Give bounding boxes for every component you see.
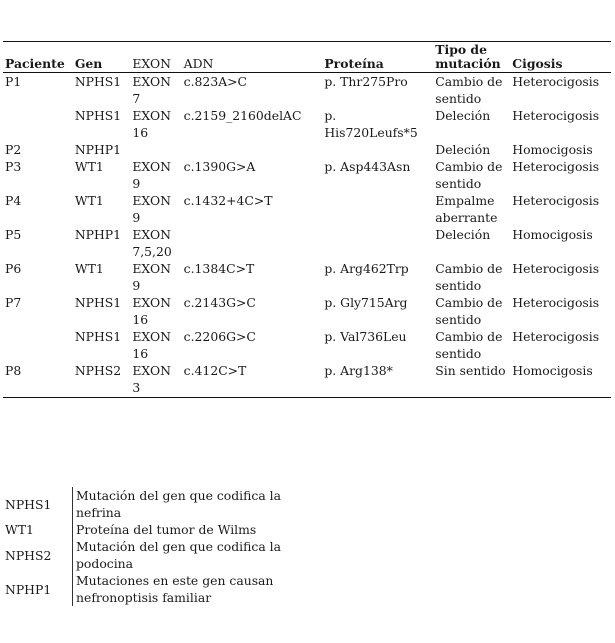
cell-paciente: P8 bbox=[3, 362, 73, 398]
cell-gen: NPHS1 bbox=[74, 74, 122, 89]
cell-adn: c.2206G>C bbox=[183, 329, 256, 344]
cell-proteina: p. Gly715Arg bbox=[324, 295, 408, 310]
cell-paciente bbox=[3, 328, 73, 362]
header-proteina: Proteína bbox=[322, 42, 433, 73]
cell-proteina: p. Arg462Trp bbox=[324, 261, 409, 276]
table-row bbox=[3, 294, 611, 328]
cell-proteina bbox=[322, 226, 433, 260]
cell-adn: c.1390G>A bbox=[183, 159, 256, 174]
header-tipo: Tipo de mutación bbox=[433, 42, 510, 73]
cell-adn: c.1384C>T bbox=[183, 261, 255, 276]
legend-description: Proteína del tumor de Wilms bbox=[76, 522, 257, 537]
cell-exon: EXON 7,5,20 bbox=[132, 227, 172, 259]
cell-tipo: Deleción bbox=[435, 227, 491, 242]
cell-proteina: p. Asp443Asn bbox=[324, 159, 411, 174]
cell-exon: EXON 16 bbox=[132, 295, 171, 327]
cell-tipo: Cambio de sentido bbox=[435, 295, 503, 327]
cell-gen: WT1 bbox=[74, 159, 104, 174]
cell-tipo: Sin sentido bbox=[433, 362, 510, 398]
cell-tipo: Deleción bbox=[435, 142, 491, 157]
table-row bbox=[3, 73, 611, 108]
cell-exon: EXON 9 bbox=[132, 261, 171, 293]
cell-exon: EXON 16 bbox=[132, 329, 171, 361]
cell-exon: EXON 16 bbox=[132, 108, 171, 140]
cell-cigosis: Heterocigosis bbox=[512, 261, 600, 276]
legend-description: Mutaciones en este gen causan nefronoptisis familiar bbox=[76, 573, 274, 605]
cell-exon: EXON 9 bbox=[132, 159, 171, 191]
cell-cigosis: Heterocigosis bbox=[512, 74, 600, 89]
table-row bbox=[3, 260, 611, 294]
cell-gen: WT1 bbox=[74, 261, 104, 276]
cell-paciente: P6 bbox=[5, 261, 22, 276]
cell-gen: NPHS1 bbox=[74, 329, 122, 344]
cell-adn: c.2159_2160delAC bbox=[183, 108, 302, 123]
header-exon: EXON bbox=[130, 42, 181, 73]
cell-adn: c.2143G>C bbox=[183, 295, 256, 310]
table-row bbox=[3, 362, 611, 398]
table-body bbox=[3, 73, 611, 398]
table-row bbox=[3, 192, 611, 226]
cell-cigosis: Heterocigosis bbox=[512, 193, 600, 208]
table-row bbox=[3, 158, 611, 192]
legend-abbr: NPHP1 bbox=[3, 572, 73, 606]
cell-cigosis: Homocigosis bbox=[512, 142, 593, 157]
cell-paciente: P3 bbox=[5, 159, 22, 174]
cell-gen: NPHP1 bbox=[74, 227, 122, 242]
cell-tipo: Cambio de sentido bbox=[435, 261, 503, 293]
table-row bbox=[3, 141, 611, 158]
cell-gen: NPHS1 bbox=[74, 108, 122, 123]
legend-description: Mutación del gen que codifica la nefrina bbox=[76, 488, 282, 520]
header-cigosis: Cigosis bbox=[510, 42, 611, 73]
legend-row bbox=[3, 521, 328, 538]
cell-cigosis: Heterocigosis bbox=[512, 108, 600, 123]
cell-proteina: p. Val736Leu bbox=[324, 329, 407, 344]
cell-exon: EXON 3 bbox=[130, 362, 181, 398]
cell-paciente: P1 bbox=[5, 74, 22, 89]
legend-table bbox=[3, 487, 328, 606]
cell-gen: NPHS1 bbox=[74, 295, 122, 310]
cell-cigosis: Heterocigosis bbox=[512, 295, 600, 310]
cell-adn bbox=[182, 141, 323, 158]
cell-adn: c.412C>T bbox=[182, 362, 323, 398]
cell-tipo: Cambio de sentido bbox=[435, 329, 503, 361]
header-paciente: Paciente bbox=[3, 42, 73, 73]
legend-abbr: NPHS1 bbox=[3, 487, 73, 521]
cell-cigosis: Heterocigosis bbox=[512, 159, 600, 174]
legend-description: Mutación del gen que codifica la podocina bbox=[76, 539, 282, 571]
legend-abbr: NPHS2 bbox=[3, 538, 73, 572]
cell-cigosis: Homocigosis bbox=[510, 362, 611, 398]
cell-exon: EXON 9 bbox=[132, 193, 171, 225]
cell-proteina bbox=[322, 192, 433, 226]
cell-adn bbox=[182, 226, 323, 260]
legend-row bbox=[3, 487, 328, 521]
cell-exon bbox=[130, 141, 181, 158]
cell-gen: NPHS2 bbox=[73, 362, 131, 398]
legend-abbr: WT1 bbox=[3, 521, 73, 538]
legend-row bbox=[3, 572, 328, 606]
cell-adn: c.823A>C bbox=[183, 74, 248, 89]
cell-gen: NPHP1 bbox=[74, 142, 122, 157]
cell-cigosis: Homocigosis bbox=[512, 227, 593, 242]
table-row bbox=[3, 328, 611, 362]
cell-tipo: Cambio de sentido bbox=[435, 159, 503, 191]
cell-exon: EXON 7 bbox=[132, 74, 171, 106]
cell-paciente: P5 bbox=[5, 227, 22, 242]
cell-proteina: p. Arg138* bbox=[322, 362, 433, 398]
table-header-row bbox=[3, 42, 611, 73]
table-row bbox=[3, 226, 611, 260]
header-adn: ADN bbox=[182, 42, 323, 73]
cell-paciente: P2 bbox=[5, 142, 22, 157]
cell-paciente: P4 bbox=[5, 193, 22, 208]
cell-proteina bbox=[322, 141, 433, 158]
cell-gen: WT1 bbox=[74, 193, 104, 208]
header-gen: Gen bbox=[73, 42, 131, 73]
legend-row bbox=[3, 538, 328, 572]
cell-proteina: p. Thr275Pro bbox=[324, 74, 408, 89]
legend-body bbox=[3, 487, 328, 606]
cell-tipo: Empalme aberrante bbox=[435, 193, 498, 225]
cell-tipo: Cambio de sentido bbox=[435, 74, 503, 106]
cell-paciente: P7 bbox=[5, 295, 22, 310]
cell-proteina: p. His720Leufs*5 bbox=[324, 108, 418, 140]
cell-paciente bbox=[3, 107, 73, 141]
cell-tipo: Deleción bbox=[435, 108, 491, 123]
cell-cigosis: Heterocigosis bbox=[512, 329, 600, 344]
mutations-table bbox=[3, 41, 611, 398]
cell-adn: c.1432+4C>T bbox=[183, 193, 273, 208]
table-row bbox=[3, 107, 611, 141]
